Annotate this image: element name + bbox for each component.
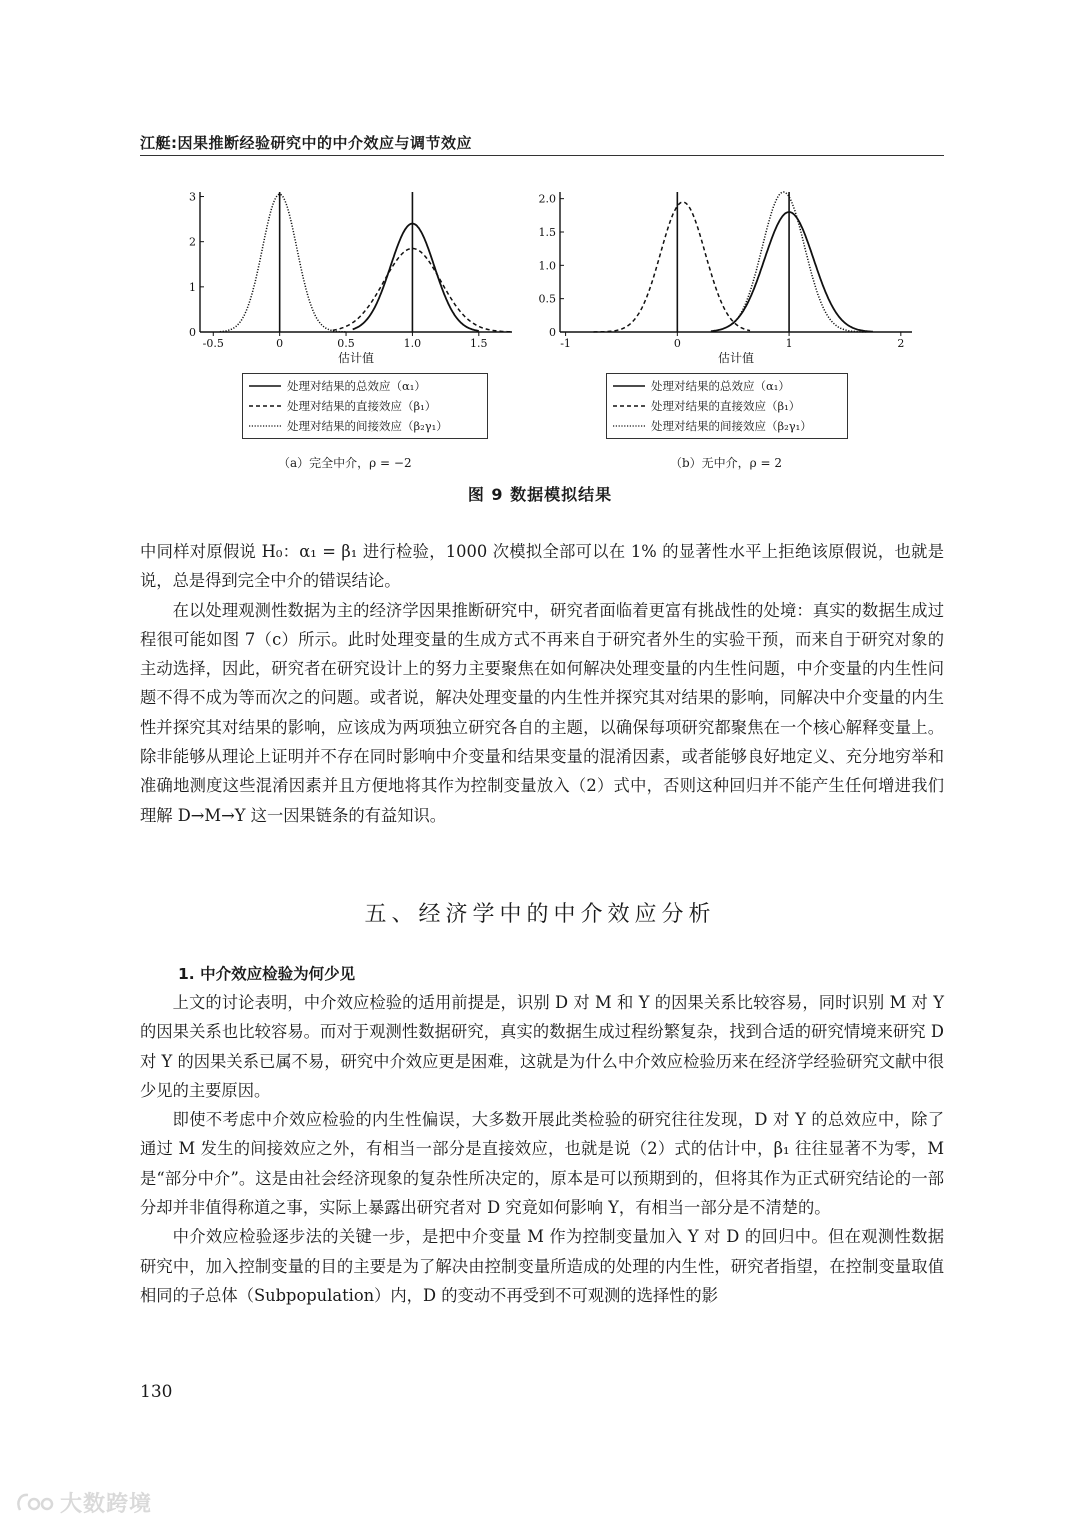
legend-a [242, 373, 488, 439]
paragraph: 中介效应检验逐步法的关键一步，是把中介变量 M 作为控制变量加入 Y 对 D 的回归中。但在观测性数据研究中，加入控制变量的目的主要是为了解决由控制变量所造成的处理的内生性，研究者指望，在控制变量取值相同的子总体（Subpopulation）内，D 的变动不再受到不可观测的选择性的影 [140, 1227, 944, 1305]
solid-line-icon [613, 383, 645, 389]
subcaption-a: （a）完全中介，ρ = −2 [278, 456, 412, 470]
legend-label: 处理对结果的间接效应（β₂γ₁） [651, 419, 812, 433]
subcaption-b: （b）无中介，ρ = 2 [670, 456, 783, 470]
paragraph: 上文的讨论表明，中介效应检验的适用前提是，识别 D 对 M 和 Y 的因果关系比较容易，同时识别 M 对 Y 的因果关系也比较容易。而对于观测性数据研究，真实的数据生成过程纷繁复杂，找到合适的研究情境来研究 D 对 Y 的因果关系已属不易，研究中介效应更是困难，这就是为什么中介效应检验历来在经济学经验研究文献中很少见的主要原因。 [140, 993, 944, 1100]
x-tick-label: 0 [276, 337, 284, 350]
density-chart-b [520, 180, 920, 370]
y-tick-label: 0 [189, 326, 196, 339]
x-axis-label: 估计值 [717, 351, 755, 365]
y-tick-label: 0.5 [538, 292, 556, 306]
dotted-line-icon [249, 423, 281, 429]
subsection-title: 1. 中介效应检验为何少见 [178, 965, 356, 983]
legend-label: 处理对结果的间接效应（β₂γ₁） [287, 419, 448, 433]
y-tick-label: 0 [549, 326, 556, 339]
legend-item-indirect [249, 416, 481, 436]
figure-panel-a [150, 180, 525, 470]
x-tick-label: 1 [785, 337, 793, 350]
watermark-text: 大数跨境 [60, 1492, 153, 1517]
watermark [14, 1487, 152, 1518]
paragraph: 即使不考虑中介效应检验的内生性偏误，大多数开展此类检验的研究往往发现，D 对 Y 的总效应中，除了通过 M 发生的间接效应之外，有相当一部分是直接效应，也就是说（2）式的估计中，β₁ 往往显著不为零，M 是“部分中介”。这是由社会经济现象的复杂性所决定的，原本是可以预期到的，但将其作为正式研究结论的一部分却并非值得称道之事，实际上暴露出研究者对 D 究竟如何影响 Y，有相当一部分是不清楚的。 [140, 1110, 944, 1218]
legend-b [606, 373, 848, 439]
y-tick-label: 2 [189, 235, 196, 249]
x-tick-label: 1.0 [403, 337, 422, 350]
density-curve-indirect [220, 194, 346, 332]
page-number: 130 [140, 1382, 173, 1402]
running-header: 江艇:因果推断经验研究中的中介效应与调节效应 [140, 134, 473, 152]
dotted-line-icon [613, 423, 645, 429]
solid-line-icon [249, 383, 281, 389]
x-tick-label: 0 [673, 337, 681, 350]
y-tick-label: 1.0 [538, 259, 556, 273]
density-curve-indirect [733, 192, 867, 332]
density-curve-direct [333, 249, 512, 332]
x-tick-label: 1.5 [470, 337, 488, 350]
legend-item-total [249, 376, 481, 396]
x-tick-label: 0.5 [337, 337, 355, 350]
density-curve-total [353, 224, 479, 331]
y-tick-label: 1.5 [538, 226, 556, 239]
section-title: 五、经济学中的中介效应分析 [364, 902, 716, 927]
paragraph: 在以处理观测性数据为主的经济学因果推断研究中，研究者面临着更富有挑战性的处境：真实的数据生成过程很可能如图 7（c）所示。此时处理变量的生成方式不再来自于研究者外生的实验干预，而来自于研究对象的主动选择，因此，研究者在研究设计上的努力主要聚焦在如何解决处理变量的内生性问题，中介变量的内生性问题不得不成为等而次之的问题。或者说，解决处理变量的内生性并探究其对结果的影响，同解决中介变量的内生性并探究其对结果的影响，应该成为两项独立研究各自的主题，以确保每项研究都聚焦在一个核心解释变量上。除非能够从理论上证明并不存在同时影响中介变量和结果变量的混淆因素，或者能够良好地定义、充分地穷举和准确地测度这些混淆因素并且方便地将其作为控制变量放入（2）式中，否则这种回归并不能产生任何增进我们理解 D→M→Y 这一因果链条的有益知识。 [140, 600, 944, 825]
y-tick-label: 1 [189, 280, 196, 294]
density-curve-total [711, 212, 873, 332]
y-tick-label: 2.0 [538, 192, 556, 206]
dashed-line-icon [249, 403, 281, 409]
body-text-upper [140, 537, 944, 830]
figure-title: 图 9 数据模拟结果 [467, 485, 613, 504]
x-tick-label: -0.5 [202, 337, 224, 350]
legend-item-total [613, 376, 841, 396]
legend-label: 处理对结果的总效应（α₁） [651, 379, 790, 393]
y-tick-label: 3 [189, 190, 196, 204]
legend-item-indirect [613, 416, 841, 436]
body-text-lower [140, 988, 944, 1310]
dashed-line-icon [613, 403, 645, 409]
legend-item-direct [613, 396, 841, 416]
legend-item-direct [249, 396, 481, 416]
logo-icon [14, 1490, 56, 1516]
legend-label: 处理对结果的直接效应（β₁） [651, 399, 801, 413]
figure-panel-b [520, 180, 920, 470]
density-curve-direct [594, 202, 751, 332]
x-tick-label: -1 [560, 337, 571, 350]
legend-label: 处理对结果的直接效应（β₁） [287, 399, 437, 413]
x-tick-label: 2 [897, 337, 905, 350]
header-rule [140, 155, 944, 156]
x-axis-label: 估计值 [337, 351, 375, 365]
density-chart-a [150, 180, 525, 370]
paragraph: 中同样对原假说 H₀：α₁ = β₁ 进行检验，1000 次模拟全部可以在 1% 的显著性水平上拒绝该原假说，也就是说，总是得到完全中介的错误结论。 [140, 542, 944, 591]
legend-label: 处理对结果的总效应（α₁） [287, 379, 426, 393]
